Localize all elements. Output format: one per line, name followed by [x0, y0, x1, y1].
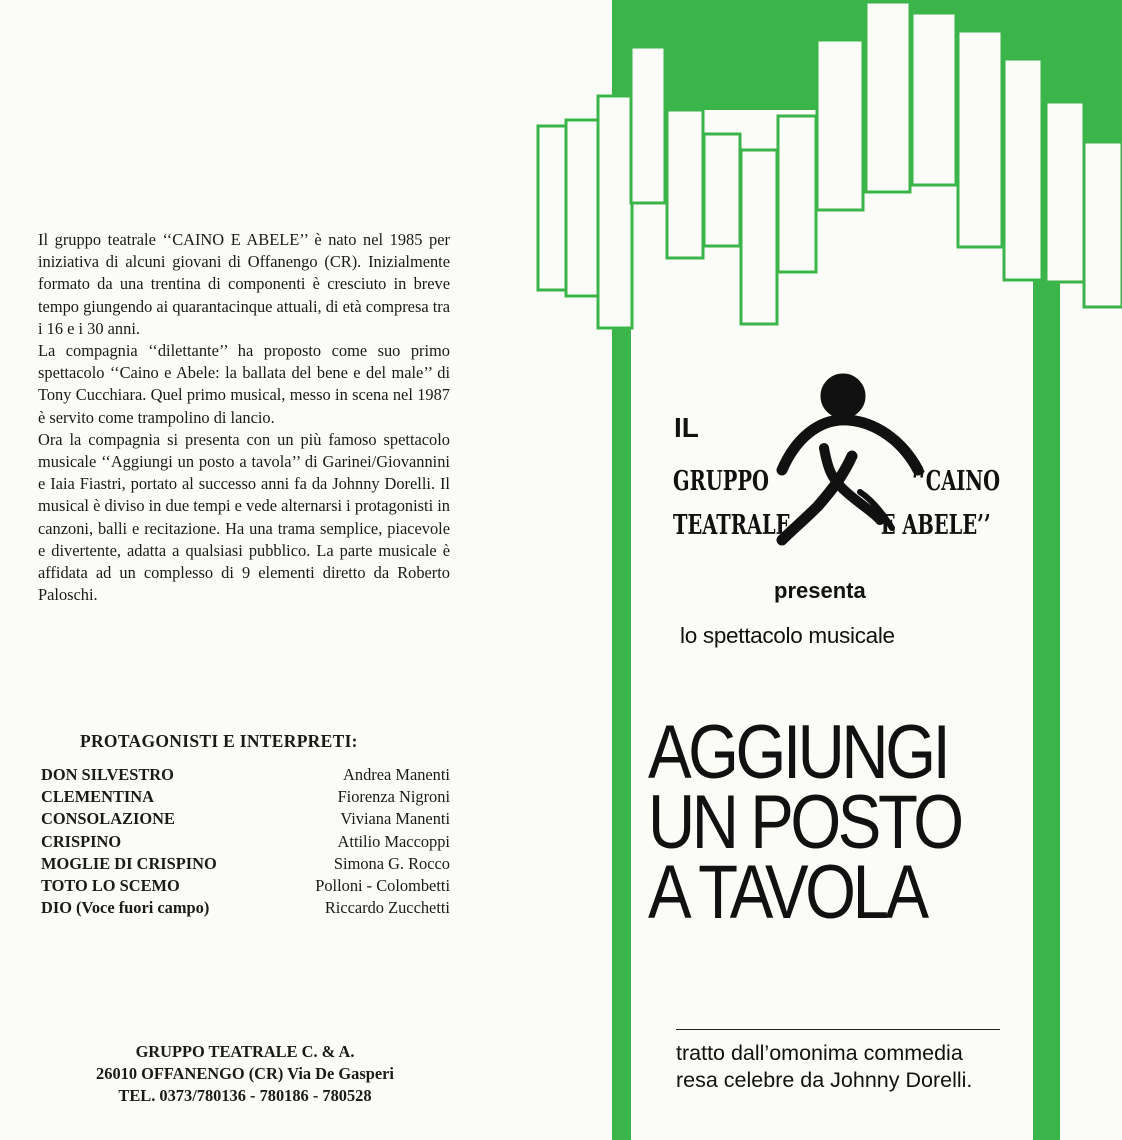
- left-panel: [0, 0, 520, 1140]
- tagline-line-2: resa celebre da Johnny Dorelli.: [676, 1068, 973, 1092]
- cover-panel: [520, 0, 1122, 1140]
- cast-row: [41, 831, 450, 853]
- address-line-2: 26010 OFFANENGO (CR) Via De Gasperi: [96, 1064, 394, 1083]
- cover-caino: ‘‘CAINO: [912, 466, 1000, 497]
- cast-list: [41, 764, 450, 919]
- cast-role: DIO (Voce fuori campo): [41, 898, 210, 918]
- show-title: [648, 710, 961, 935]
- piano-keys-graphic: [520, 0, 1122, 1140]
- tagline-line-1: tratto dall’omonima commedia: [676, 1041, 963, 1065]
- cast-row: [41, 875, 450, 897]
- cast-role: CONSOLAZIONE: [41, 809, 175, 829]
- cast-actor: Polloni - Colombetti: [315, 875, 450, 895]
- cast-heading: PROTAGONISTI E INTERPRETI:: [80, 731, 358, 751]
- cast-row: [41, 897, 450, 919]
- cast-actor: Andrea Manenti: [343, 765, 450, 784]
- cast-role: DON SILVESTRO: [41, 765, 174, 784]
- cover-il: IL: [674, 412, 699, 443]
- intro-text: [38, 229, 450, 606]
- cast-row: [41, 853, 450, 875]
- show-title-line-2: UN POSTO: [648, 780, 961, 865]
- cast-role: TOTO LO SCEMO: [41, 875, 180, 895]
- cast-row: [41, 764, 450, 786]
- cover-spettacolo: lo spettacolo musicale: [680, 623, 895, 648]
- cast-actor: Simona G. Rocco: [333, 853, 450, 873]
- address-line-3: TEL. 0373/780136 - 780186 - 780528: [118, 1086, 372, 1105]
- cast-actor: Riccardo Zucchetti: [324, 898, 450, 918]
- cast-row: [41, 808, 450, 830]
- cover-tagline: [676, 1040, 1006, 1094]
- cast-row: [41, 786, 450, 808]
- cast-role: MOGLIE DI CRISPINO: [41, 853, 217, 873]
- cast-role: CRISPINO: [41, 831, 122, 851]
- cast-actor: Viviana Manenti: [340, 809, 450, 829]
- show-title-line-1: AGGIUNGI: [648, 710, 948, 795]
- cover-presenta: presenta: [774, 578, 866, 603]
- cover-teatrale: TEATRALE: [673, 510, 791, 541]
- cast-actor: Fiorenza Nigroni: [337, 787, 450, 807]
- intro-paragraph-2: La compagnia ‘‘dilettante’’ ha proposto come suo primo spettacolo ‘‘Caino e Abele: la ballata del bene e del male’’ di Tony Cucchiara. Quel primo musical, messo in scena nel 1987 è servito come trampolino di lancio.: [38, 341, 450, 427]
- cast-actor: Attilio Maccoppi: [337, 831, 450, 851]
- intro-paragraph-3: Ora la compagnia si presenta con un più famoso spettacolo musicale ‘‘Aggiungi un posto a tavola’’ di Garinei/Giovannini e Iaia Fiastri, portato al successo anni fa da Johnny Dorelli. Il musical è diviso in due tempi e vede alternarsi i protagonisti in canzoni, balli e recitazione. Ha una trama semplice, piacevole e divertente, adatta a qualsiasi pubblico. La parte musicale è affidata ad un complesso di 9 elementi diretto da Roberto Paloschi.: [38, 429, 450, 605]
- cast-role: CLEMENTINA: [41, 787, 154, 807]
- contact-address: [50, 1041, 440, 1107]
- intro-paragraph-1: Il gruppo teatrale ‘‘CAINO E ABELE’’ è nato nel 1985 per iniziativa di alcuni giovani di Offanengo (CR). Inizialmente formato da una trentina di componenti è cresciuto in breve tempo giungendo ai quarantacinque attuali, di età compresa tra i 16 e i 30 anni.: [38, 230, 450, 338]
- address-line-1: GRUPPO TEATRALE C. & A.: [135, 1042, 355, 1061]
- cover-gruppo: GRUPPO: [673, 466, 769, 497]
- cover-abele: E ABELE’’: [881, 510, 991, 541]
- show-title-line-3: A TAVOLA: [648, 850, 926, 935]
- divider-rule: [676, 1029, 1000, 1030]
